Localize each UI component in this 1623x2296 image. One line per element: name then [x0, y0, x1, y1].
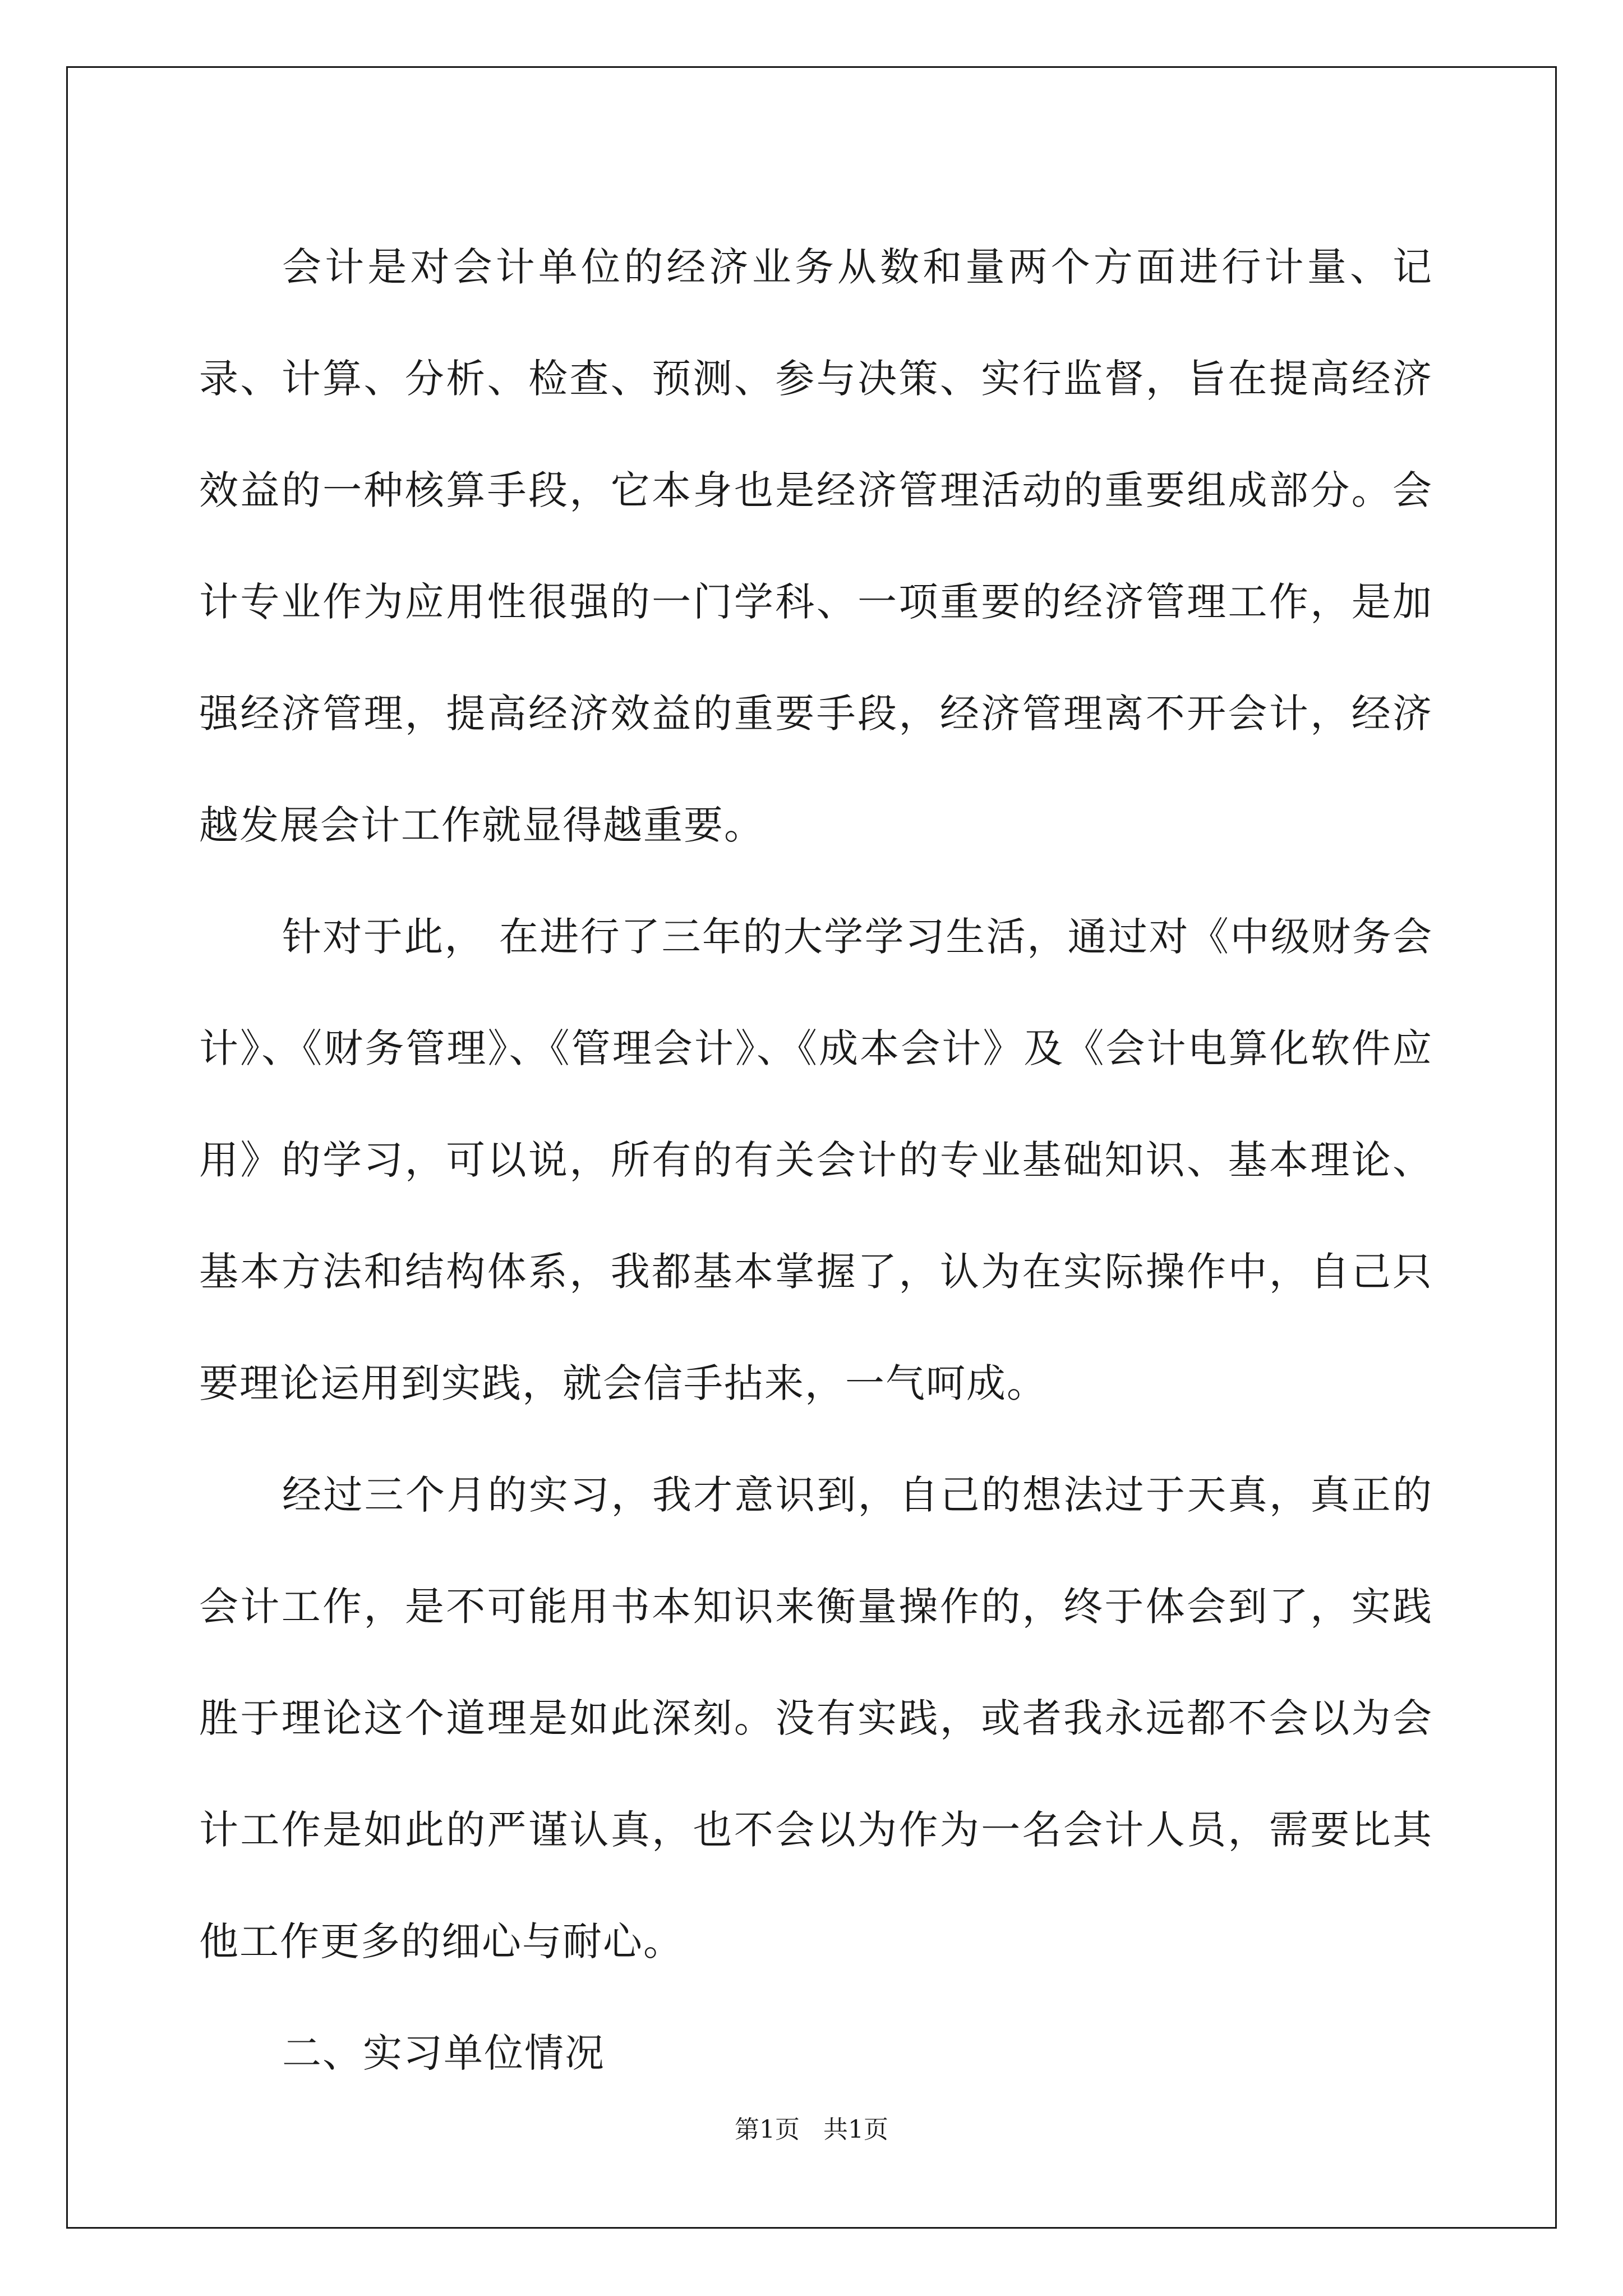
page-footer: 第1页 共1页 — [735, 2115, 888, 2144]
paragraph-accounting-definition: 会计是对会计单位的经济业务从数和量两个方面进行计量、记录、计算、分析、检查、预测、参与决策、实行监督，旨在提高经济效益的一种核算手段，它本身也是经济管理活动的重要组成部分。会计专业作为应用性很强的一门学科、一项重要的经济管理工作，是加强经济管理，提高经济效益的重要手段，经济管理离不开会计，经济越发展会计工作就显得越重要。 — [199, 244, 1433, 848]
paragraph-internship-reflection: 经过三个月的实习，我才意识到，自己的想法过于天真，真正的会计工作，是不可能用书本知识来衡量操作的，终于体会到了，实践胜于理论这个道理是如此深刻。没有实践，或者我永远都不会以为会计工作是如此的严谨认真，也不会以为作为一名会计人员，需要比其他工作更多的细心与耐心。 — [199, 1472, 1433, 1964]
paragraph-study-background: 针对于此， 在进行了三年的大学学习生活，通过对《中级财务会计》、《财务管理》、《管理会计》、《成本会计》及《会计电算化软件应用》的学习，可以说，所有的有关会计的专业基础知识、基本理论、基本方法和结构体系，我都基本掌握了，认为在实际操作中，自己只要理论运用到实践，就会信手拈来，一气呵成。 — [199, 914, 1433, 1406]
section-heading-internship-unit: 二、实习单位情况 — [282, 2030, 605, 2076]
document-body — [199, 211, 1433, 2109]
